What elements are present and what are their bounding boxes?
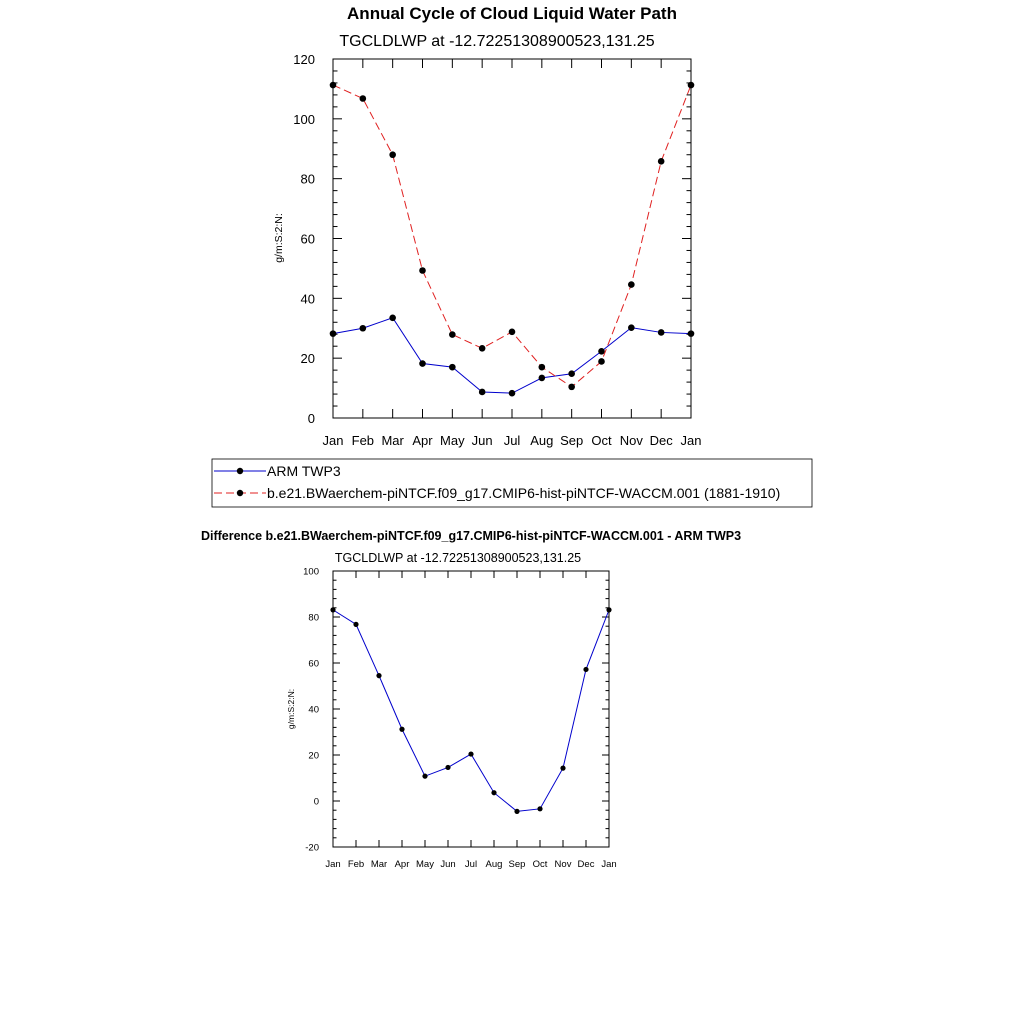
tick-layer [293, 52, 701, 448]
data-point [583, 667, 588, 672]
data-point [539, 364, 546, 371]
difference-chart-subtitle: TGCLDLWP at -12.72251308900523,131.25 [334, 551, 582, 565]
legend-label-arm: ARM TWP3 [267, 463, 341, 479]
legend [212, 459, 812, 507]
x-tick-label: Oct [532, 859, 548, 870]
data-point [688, 330, 695, 337]
x-tick-label: Mar [370, 859, 388, 870]
x-tick-label: Jan [325, 859, 341, 870]
data-point [688, 82, 695, 89]
x-tick-label: Apr [412, 433, 433, 448]
legend-label-model: b.e21.BWaerchem-piNTCF.f09_g17.CMIP6-hist-piNTCF-WACCM.001 (1881-1910) [267, 485, 781, 501]
x-tick-label: Feb [347, 859, 365, 870]
difference-chart-title: Difference b.e21.BWaerchem-piNTCF.f09_g17.CMIP6-hist-piNTCF-WACCM.001 - ARM TWP3 [200, 529, 742, 543]
data-point [330, 82, 337, 89]
y-tick-label: 0 [307, 411, 315, 426]
y-tick-label: 100 [293, 111, 315, 127]
data-point [353, 622, 358, 627]
y-tick-label: -20 [305, 842, 319, 854]
x-tick-label: Sep [560, 433, 584, 448]
y-tick-label: 100 [303, 566, 319, 578]
data-point [445, 765, 450, 770]
y-tick-label: 120 [293, 52, 315, 67]
x-tick-label: Apr [394, 859, 410, 870]
data-point [360, 325, 367, 332]
legend-marker-arm [237, 468, 243, 474]
data-point [539, 375, 546, 382]
x-tick-label: Aug [530, 433, 554, 448]
legend-entry-model [214, 485, 780, 501]
y-tick-label: 20 [308, 750, 319, 762]
annual-cycle-chart [273, 4, 701, 448]
x-tick-label: Dec [649, 433, 673, 448]
x-tick-label: Aug [485, 859, 503, 870]
data-point [509, 329, 516, 336]
data-point [449, 364, 456, 371]
data-point [330, 607, 335, 612]
series-layer [330, 82, 695, 397]
data-point [628, 324, 635, 331]
data-point [598, 358, 605, 365]
data-point [330, 330, 337, 337]
plot-frame [333, 59, 691, 418]
data-point [491, 790, 496, 795]
legend-marker-model [237, 490, 243, 496]
legend-entry-arm [214, 463, 341, 479]
difference-chart [201, 529, 741, 870]
chart-title: Annual Cycle of Cloud Liquid Water Path [347, 4, 677, 23]
x-tick-label: Oct [591, 433, 612, 448]
x-tick-label: Feb [351, 433, 375, 448]
data-point [658, 329, 665, 336]
x-tick-label: May [416, 859, 434, 870]
data-point [598, 348, 605, 355]
data-point [568, 384, 575, 391]
data-point [658, 158, 665, 165]
data-point [479, 389, 486, 396]
data-point [514, 809, 519, 814]
data-point [509, 390, 516, 397]
series-line-1 [333, 85, 691, 387]
x-tick-label: Jan [680, 433, 702, 448]
chart-subtitle: TGCLDLWP at -12.72251308900523,131.25 [339, 33, 655, 50]
x-tick-label: Dec [577, 859, 595, 870]
y-tick-label: 0 [313, 796, 319, 808]
data-point [419, 360, 426, 367]
data-point [389, 151, 396, 158]
y-tick-label: 80 [300, 171, 315, 187]
y-axis-label: g/m:S:2:N: [273, 213, 285, 263]
data-point [568, 370, 575, 377]
x-tick-label: Jun [471, 433, 493, 448]
x-tick-label: Jul [503, 433, 521, 448]
y-tick-label: 60 [300, 231, 315, 247]
x-tick-label: Nov [554, 859, 572, 870]
data-point [628, 281, 635, 288]
x-tick-label: May [440, 433, 465, 448]
data-point [449, 331, 456, 338]
y-tick-label: 40 [300, 291, 315, 307]
x-tick-label: Sep [508, 859, 526, 870]
data-point [606, 607, 611, 612]
data-point [419, 267, 426, 274]
data-point [422, 774, 427, 779]
y-tick-label: 80 [308, 612, 319, 624]
difference-tick-layer [303, 567, 617, 871]
difference-series-layer [330, 607, 611, 814]
data-point [376, 673, 381, 678]
x-tick-label: Jan [322, 433, 344, 448]
x-tick-label: Jan [601, 859, 617, 870]
y-tick-label: 20 [300, 351, 315, 367]
y-tick-label: 40 [308, 704, 319, 716]
data-point [560, 766, 565, 771]
x-tick-label: Nov [619, 433, 643, 448]
data-point [537, 806, 542, 811]
y-tick-label: 60 [308, 658, 319, 670]
data-point [360, 95, 367, 102]
x-tick-label: Jun [440, 859, 456, 870]
difference-plot-frame [333, 571, 609, 847]
data-point [389, 314, 396, 321]
data-point [479, 345, 486, 352]
data-point [399, 727, 404, 732]
difference-y-axis-label: g/m:S:2:N: [286, 688, 296, 730]
x-tick-label: Mar [381, 433, 404, 448]
series-line-0 [333, 610, 609, 811]
data-point [468, 751, 473, 756]
x-tick-label: Jul [464, 859, 478, 870]
